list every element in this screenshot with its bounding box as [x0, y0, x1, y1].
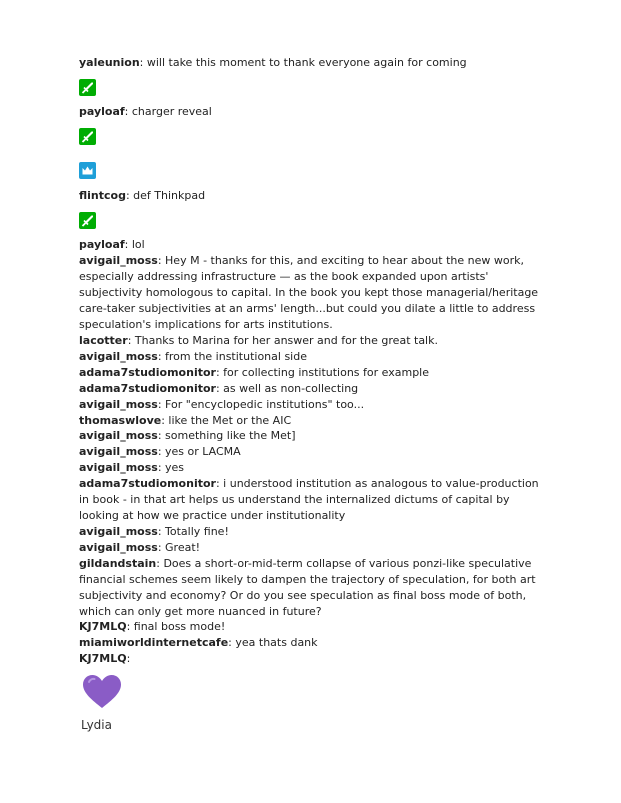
chat-message-text: Does a short-or-mid-term collapse of various ponzi-like speculative financial schemes seem likely to dampen the trajectory of speculation, for both art subjectivity and economy? Or do you see speculation as final boss mode of both, which can only get more nuanced in future?: [79, 557, 536, 618]
chat-message: [79, 365, 549, 381]
chat-message: [79, 55, 549, 71]
chat-username[interactable]: avigail_moss: [79, 398, 158, 411]
chat-username[interactable]: avigail_moss: [79, 429, 158, 442]
chat-message-text: i understood institution as analogous to value-production in book - in that art helps us understand the internalized dictums of capital by looking at how we practice under institutionality: [79, 477, 539, 522]
crown-badge-icon: [79, 162, 96, 179]
chat-username[interactable]: KJ7MLQ: [79, 620, 127, 633]
chat-message: [79, 397, 549, 413]
chat-username[interactable]: miamiworldinternetcafe: [79, 636, 229, 649]
chat-separator: :: [139, 56, 147, 69]
chat-message-text: something like the Met]: [165, 429, 296, 442]
chat-separator: :: [215, 477, 224, 490]
chat-message: [79, 237, 549, 253]
sword-badge-icon: [79, 128, 96, 145]
chat-username[interactable]: avigail_moss: [79, 254, 158, 267]
chat-message-text: Great!: [165, 541, 201, 554]
chat-message-text: Thanks to Marina for her answer and for the great talk.: [134, 334, 438, 347]
chat-username[interactable]: adama7studiomonitor: [79, 366, 216, 379]
chat-message-text: for collecting institutions for example: [223, 366, 429, 379]
chat-separator: :: [127, 334, 135, 347]
chat-separator: :: [157, 429, 166, 442]
chat-username[interactable]: avigail_moss: [79, 350, 158, 363]
chat-username[interactable]: adama7studiomonitor: [79, 382, 216, 395]
chat-separator: :: [157, 445, 166, 458]
chat-username[interactable]: avigail_moss: [79, 445, 158, 458]
chat-message-text: Hey M - thanks for this, and exciting to hear about the new work, especially addressing infrastructure — as the book expanded upon artists' subjectivity homologous to capital. In the book you kept those managerial/heritage care-taker subjectivities at an arms' length...but could you dilate a little to address speculation's implications for arts institutions.: [79, 254, 539, 331]
chat-message-text: will take this moment to thank everyone again for coming: [146, 56, 467, 69]
chat-username[interactable]: payloaf: [79, 238, 125, 251]
chat-separator: :: [215, 382, 224, 395]
chat-message-text: def Thinkpad: [133, 189, 206, 202]
chat-username[interactable]: avigail_moss: [79, 541, 158, 554]
emote-caption: Lydia: [81, 718, 112, 732]
chat-separator: :: [157, 350, 166, 363]
chat-message-text: final boss mode!: [133, 620, 226, 633]
chat-separator: :: [157, 525, 166, 538]
chat-username[interactable]: avigail_moss: [79, 461, 158, 474]
chat-message-text: like the Met or the AIC: [168, 414, 292, 427]
chat-message: [79, 619, 549, 635]
chat-separator: :: [157, 461, 166, 474]
chat-message: [79, 556, 549, 620]
chat-separator: :: [161, 414, 169, 427]
chat-message-text: charger reveal: [131, 105, 212, 118]
chat-separator: :: [228, 636, 236, 649]
chat-message-text: from the institutional side: [165, 350, 307, 363]
chat-message: [79, 460, 549, 476]
chat-message-text: yea thats dank: [235, 636, 318, 649]
chat-separator: :: [157, 254, 166, 267]
purple-heart-icon: [82, 674, 122, 710]
chat-username[interactable]: gildandstain: [79, 557, 157, 570]
chat-username[interactable]: KJ7MLQ: [79, 652, 127, 665]
chat-username[interactable]: lacotter: [79, 334, 128, 347]
chat-message-text: yes or LACMA: [165, 445, 241, 458]
chat-message: [79, 540, 549, 556]
chat-message: [79, 651, 549, 667]
chat-separator: :: [157, 398, 166, 411]
chat-separator: :: [124, 105, 132, 118]
chat-username[interactable]: thomaswlove: [79, 414, 162, 427]
chat-username[interactable]: avigail_moss: [79, 525, 158, 538]
chat-separator: :: [126, 652, 131, 665]
chat-message: [79, 253, 549, 333]
chat-message: [79, 381, 549, 397]
chat-message: [79, 635, 549, 651]
chat-message: [79, 349, 549, 365]
sword-badge-icon: [79, 79, 96, 96]
chat-username[interactable]: payloaf: [79, 105, 125, 118]
chat-username[interactable]: yaleunion: [79, 56, 140, 69]
chat-message: [79, 413, 549, 429]
chat-separator: :: [126, 620, 134, 633]
chat-message: [79, 476, 549, 524]
chat-message: [79, 104, 549, 120]
chat-message: [79, 444, 549, 460]
chat-message-text: For "encyclopedic institutions" too...: [165, 398, 365, 411]
chat-message-text: lol: [131, 238, 145, 251]
chat-message-text: yes: [165, 461, 185, 474]
chat-message: [79, 188, 549, 204]
chat-username[interactable]: adama7studiomonitor: [79, 477, 216, 490]
chat-separator: :: [156, 557, 164, 570]
chat-separator: :: [215, 366, 224, 379]
chat-message: [79, 524, 549, 540]
chat-message-text: Totally fine!: [165, 525, 229, 538]
chat-username[interactable]: flintcog: [79, 189, 126, 202]
sword-badge-icon: [79, 212, 96, 229]
chat-separator: :: [125, 189, 134, 202]
chat-message: [79, 333, 549, 349]
chat-separator: :: [124, 238, 132, 251]
chat-message-text: as well as non-collecting: [223, 382, 359, 395]
chat-separator: :: [157, 541, 166, 554]
chat-message: [79, 428, 549, 444]
